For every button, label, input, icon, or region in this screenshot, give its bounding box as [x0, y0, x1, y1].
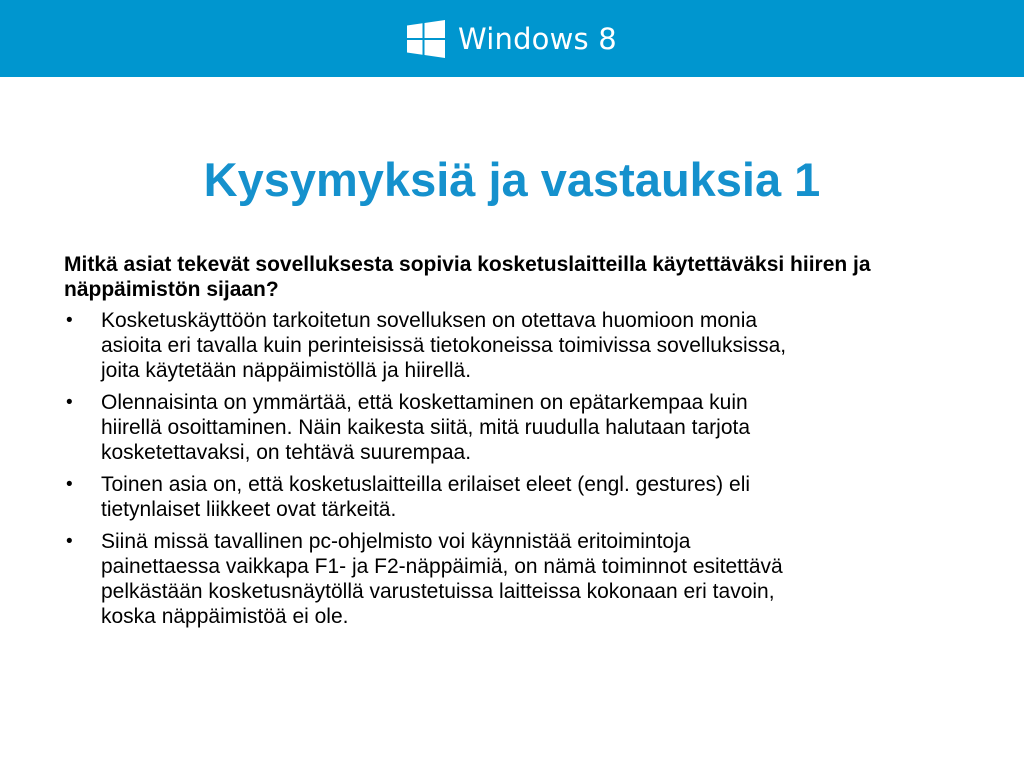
bullet-line: painettaessa vaikkapa F1- ja F2-näppäimiä, on nämä toiminnot esitettävä	[101, 555, 783, 578]
bullet-line: Olennaisinta on ymmärtää, että koskettaminen on epätarkempaa kuin	[101, 391, 748, 414]
bullet-item	[64, 472, 964, 522]
bullet-dot-icon: •	[66, 310, 73, 331]
bullet-line: kosketettavaksi, on tehtävä suurempaa.	[101, 441, 472, 464]
bullet-line: Toinen asia on, että kosketuslaitteilla erilaiset eleet (engl. gestures) eli	[101, 473, 751, 496]
bullet-item	[64, 308, 964, 383]
bullet-line: Siinä missä tavallinen pc-ohjelmisto voi käynnistää eritoimintoja	[101, 530, 691, 553]
bullet-line: pelkästään kosketusnäytöllä varustetuissa laitteissa kokonaan eri tavoin,	[101, 580, 775, 603]
windows-logo-icon	[407, 20, 445, 58]
bullet-dot-icon: •	[66, 392, 73, 413]
question-text: Mitkä asiat tekevät sovelluksesta sopivia kosketuslaitteilla käytettäväksi hiiren ja näppäimistön sijaan?	[64, 253, 871, 301]
bullet-line: koska näppäimistöä ei ole.	[101, 605, 349, 628]
bullet-line: hiirellä osoittaminen. Näin kaikesta siitä, mitä ruudulla halutaan tarjota	[101, 416, 751, 439]
bullet-line: Kosketuskäyttöön tarkoitetun sovelluksen on otettava huomioon monia	[101, 309, 758, 332]
bullet-item	[64, 390, 964, 465]
header-bar	[0, 0, 1024, 77]
bullet-line: asioita eri tavalla kuin perinteisissä tietokoneissa toimivissa sovelluksissa,	[101, 334, 787, 357]
bullet-item	[64, 529, 964, 629]
brand-text: Windows 8	[458, 22, 617, 56]
bullet-dot-icon: •	[66, 474, 73, 495]
slide-content	[64, 252, 964, 636]
bullet-list	[64, 308, 964, 629]
slide-title: Kysymyksiä ja vastauksia 1	[203, 153, 821, 206]
bullet-line: joita käytetään näppäimistöllä ja hiirellä.	[101, 359, 472, 382]
bullet-line: tietynlaiset liikkeet ovat tärkeitä.	[101, 498, 397, 521]
brand	[407, 19, 617, 59]
bullet-dot-icon: •	[66, 531, 73, 552]
